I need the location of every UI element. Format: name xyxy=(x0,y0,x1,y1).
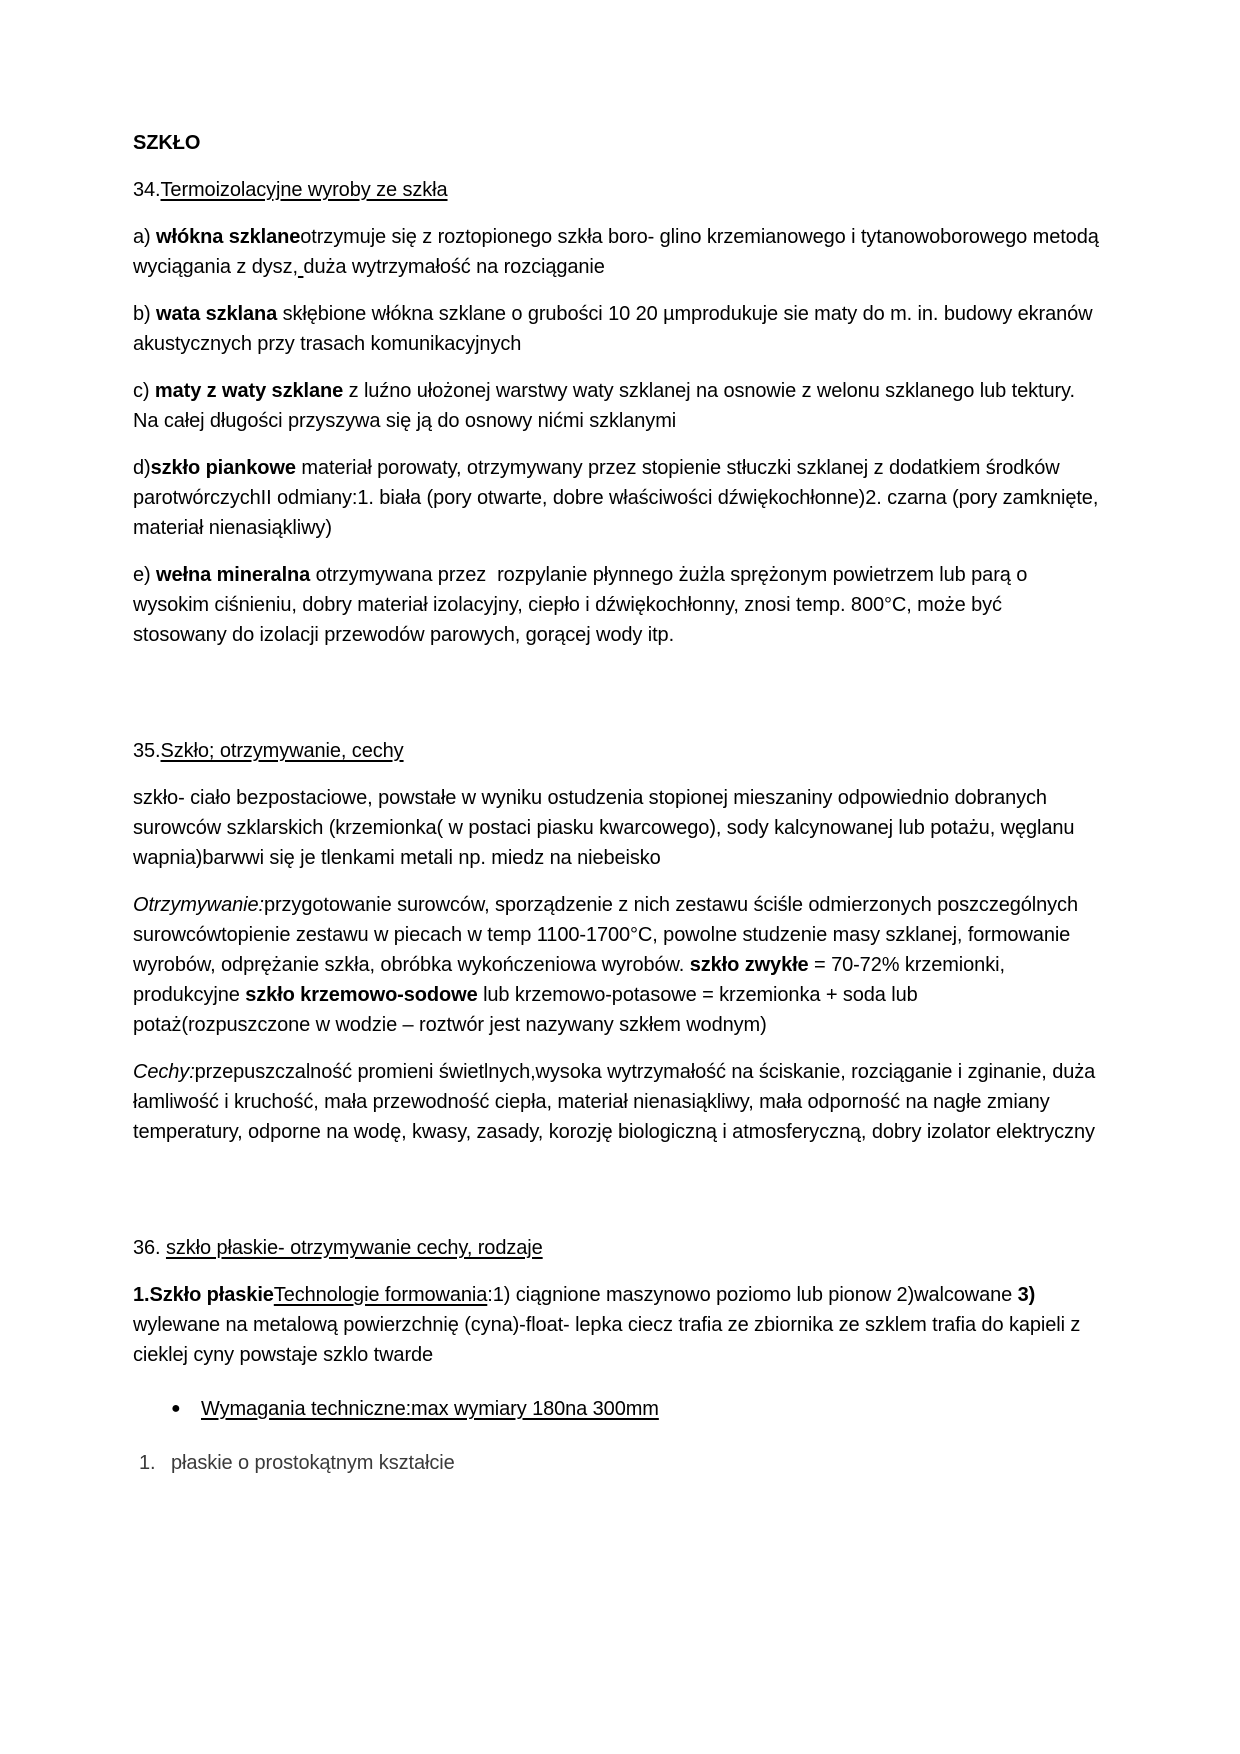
otrzymywanie-text2: = 70-72% krzemionki, produkcyjne xyxy=(133,954,1011,1006)
doc-title-text: SZKŁO xyxy=(133,132,201,154)
item-b-desc: skłębione włókna szklane o grubości 10 20 µmprodukuje sie maty do m. in. budowy ekranów akustycznych przy trasach komunikacyjnych xyxy=(133,303,1098,355)
otrzymywanie-text1: przygotowanie surowców, sporządzenie z nich zestawu ściśle odmierzonych poszczególnych surowcówtopienie zestawu w piecach w temp 1100-1700°C, powolne studzenie masy szklanej, formowanie wyrobów, odprężanie szkła, obróbka wykończeniowa wyrobów. xyxy=(133,894,1084,976)
definition-text: szkło- ciało bezpostaciowe, powstałe w wyniku ostudzenia stopionej mieszaniny odpowiednio dobranych surowców szklarskich (krzemionka( w postaci piasku kwarcowego), sody kalcynowanej lub potażu, węglanu wapnia)barwwi się je tlenkami metali np. miedz na niebeisko xyxy=(133,787,1080,869)
otrzymywanie-lead: Otrzymywanie: xyxy=(133,894,264,916)
heading-35-title: Szkło; otrzymywanie, cechy xyxy=(160,740,404,762)
paragraph-36-1 xyxy=(133,1280,1100,1370)
paragraph-35-cechy xyxy=(133,1057,1100,1147)
otrzymywanie-text3: lub krzemowo-potasowe = krzemionka + soda lub potaż(rozpuszczone w wodzie – roztwór jest nazywany szkłem wodnym) xyxy=(133,984,924,1036)
heading-36-number: 36. xyxy=(133,1237,166,1259)
paragraph-35-definition xyxy=(133,783,1100,873)
paragraph-34d xyxy=(133,453,1104,543)
paragraph-34a xyxy=(133,222,1105,282)
item-a-text2: duża wytrzymałość na rozciąganie xyxy=(303,256,605,278)
cechy-text: przepuszczalność promieni świetlnych,wysoka wytrzymałość na ściskanie, rozciąganie i zginanie, duża łamliwość i kruchość, mała przewodność ciepła, materiał nienasiąkliwy, mała odporność na nagłe zmiany temperatury, odporne na wodę, kwasy, zasady, korozję biologiczną i atmosferyczną, dobry izolator elektryczny xyxy=(133,1061,1101,1143)
paragraph-35-otrzymywanie xyxy=(133,890,1100,1040)
bullet-item xyxy=(171,1394,1100,1424)
item-a-label: a) xyxy=(133,226,157,248)
p36-text2: wylewane na metalową powierzchnię (cyna)-float- lepka ciecz trafia ze zbiornika ze szklem trafia do kapieli z cieklej cyny powstaje szklo twarde xyxy=(133,1284,1086,1366)
item-e-desc: otrzymywana przez rozpylanie płynnego żużla sprężonym powietrzem lub parą o wysokim ciśnieniu, dobry materiał izolacyjny, ciepło i dźwiękochłonny, znosi temp. 800°C, może być stosowany do izolacji przewodów parowych, gorącej wody itp. xyxy=(133,564,1033,646)
heading-36 xyxy=(133,1233,1100,1263)
p36-text1: :1) ciągnione maszynowo poziomo lub pionow 2)walcowane xyxy=(487,1284,1018,1306)
bullet-icon: ● xyxy=(171,1400,181,1417)
heading-36-title: szkło płaskie- otrzymywanie cechy, rodzaje xyxy=(165,1237,543,1259)
heading-34 xyxy=(133,175,1100,205)
bullet-text: Wymagania techniczne:max wymiary 180na 300mm xyxy=(201,1398,659,1420)
item-a-text1: otrzymuje się z roztopionego szkła boro- glino krzemianowego i tytanowoborowego metodą wyciągania z dysz, xyxy=(133,226,1105,278)
otrzymywanie-bold1: szkło zwykłe xyxy=(689,954,809,976)
cechy-lead: Cechy: xyxy=(133,1061,195,1083)
item-e-label: e) xyxy=(133,564,157,586)
heading-35-number: 35. xyxy=(133,740,161,762)
numbered-item-number: 1. xyxy=(139,1452,156,1474)
heading-34-number: 34. xyxy=(133,179,161,201)
item-c-desc: z luźno ułożonej warstwy waty szklanej na osnowie z welonu szklanego lub tektury. Na całej długości przyszywa się ją do osnowy nićmi szklanymi xyxy=(133,380,1081,432)
numbered-item xyxy=(139,1448,1100,1478)
p36-bold-3: 3) xyxy=(1017,1284,1036,1306)
item-d-term: szkło piankowe xyxy=(150,457,296,479)
item-c-label: c) xyxy=(133,380,155,402)
item-d-desc: materiał porowaty, otrzymywany przez stopienie stłuczki szklanej z dodatkiem środków parotwórczychII odmiany:1. biała (pory otwarte, dobre właściwości dźwiękochłonne)2. czarna (pory zamknięte, materiał nienasiąkliwy) xyxy=(133,457,1104,539)
heading-34-title: Termoizolacyjne wyroby ze szkła xyxy=(160,179,448,201)
item-b-label: b) xyxy=(133,303,157,325)
otrzymywanie-bold2: szkło krzemowo-sodowe xyxy=(245,984,478,1006)
technologie-formowania: Technologie formowania xyxy=(273,1284,488,1306)
doc-title xyxy=(133,128,1100,158)
item-d-label: d) xyxy=(133,457,151,479)
szklo-plaskie-lead: 1.Szkło płaskie xyxy=(133,1284,274,1306)
item-e-term: wełna mineralna xyxy=(156,564,311,586)
paragraph-34b xyxy=(133,299,1100,359)
heading-35 xyxy=(133,736,1100,766)
item-c-term: maty z waty szklane xyxy=(154,380,344,402)
document-body xyxy=(133,128,1105,1478)
paragraph-34c xyxy=(133,376,1100,436)
item-a-term: włókna szklane xyxy=(156,226,301,248)
paragraph-34e xyxy=(133,560,1100,650)
item-b-term: wata szklana xyxy=(156,303,278,325)
numbered-item-text: płaskie o prostokątnym kształcie xyxy=(171,1452,455,1474)
